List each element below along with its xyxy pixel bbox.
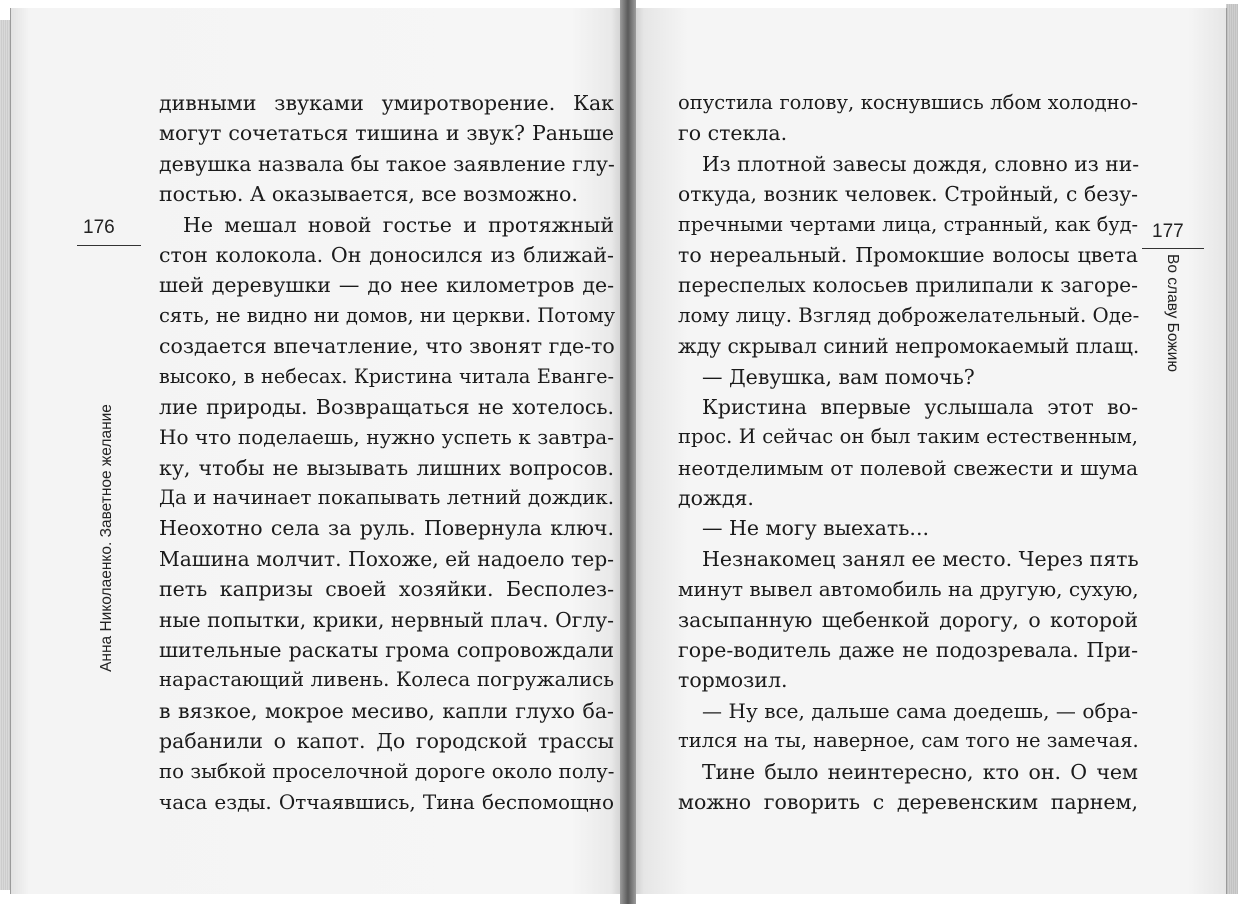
text-line: засыпанную щебенкой дорогу, о которой — [678, 607, 1138, 632]
text-line: Тине было неинтересно, кто он. О чем — [702, 759, 1138, 784]
text-line: девушка назвала бы такое заявление глу- — [159, 151, 615, 176]
text-line: могут сочетаться тишина и звук? Раньше — [159, 121, 614, 146]
text-line: ные попытки, крики, нервный плач. Оглу- — [159, 607, 614, 632]
text-line: стон колокола. Он доносился из ближай- — [159, 242, 614, 267]
text-line: опустила голову, коснувшись лбом холодно- — [678, 91, 1138, 114]
header-rule-left — [77, 245, 141, 246]
text-line: Незнакомец занял ее место. Через пять — [702, 546, 1139, 571]
text-line: петь капризы своей хозяйки. Бесполез- — [159, 577, 614, 602]
text-line: Из плотной завесы дождя, словно из ни- — [702, 151, 1140, 176]
text-line: — Не могу выехать... — [702, 516, 929, 541]
text-line: рабанили о капот. До городской трассы — [159, 729, 614, 754]
text-line: Неохотно села за руль. Повернула ключ. — [159, 516, 614, 541]
text-line: Кристина впервые услышала этот во- — [702, 394, 1138, 419]
text-line: часа езды. Отчаявшись, Тина беспомощно — [159, 789, 614, 814]
text-line: пречными чертами лица, странный, как буд- — [678, 212, 1138, 236]
text-line: тормозил. — [678, 668, 788, 693]
page-number-right: 177 — [1152, 221, 1184, 242]
right-page-edges — [1226, 4, 1238, 894]
running-head-left: Анна Николаенко. Заветное желание — [98, 404, 115, 672]
text-line: Но что поделаешь, нужно успеть к завтра- — [159, 425, 614, 450]
text-line: неотделимым от полевой свежести и шума — [678, 455, 1138, 480]
running-head-right: Во славу Божию — [1164, 254, 1181, 372]
text-line: можно говорить с деревенским парнем, — [678, 789, 1138, 814]
text-line: лому лицу. Взгляд доброжелательный. Оде- — [678, 303, 1140, 327]
text-line: лие природы. Возвращаться не хотелось. — [159, 394, 614, 419]
text-line: постью. А оказывается, все возможно. — [159, 182, 578, 207]
text-line: жду скрывал синий непромокаемый плащ. — [678, 334, 1140, 359]
left-page-body — [159, 88, 614, 817]
text-line: переспелых колосьев прилипали к загоре- — [678, 273, 1138, 298]
text-line: тился на ты, наверное, сам того не замечая. — [678, 729, 1139, 753]
text-line: Не мешал новой гостье и протяжный — [183, 212, 614, 237]
text-line: дождя. — [678, 486, 754, 511]
text-line: дивными звуками умиротворение. Как — [159, 91, 614, 115]
right-page-body — [678, 88, 1138, 817]
text-line: Машина молчит. Похоже, ей надоело тер- — [159, 546, 614, 571]
text-line: минут вывел автомобиль на другую, сухую, — [678, 577, 1139, 602]
text-line: по зыбкой проселочной дороге около полу- — [159, 759, 615, 783]
text-line: — Ну все, дальше сама доедешь, — обра- — [702, 698, 1138, 723]
text-line: горе-водитель даже не подозревала. При- — [678, 638, 1138, 663]
text-line: то нереальный. Промокшие волосы цвета — [678, 242, 1138, 267]
text-line: в вязкое, мокрое месиво, капли глухо ба- — [159, 698, 614, 723]
header-rule-right — [1142, 248, 1204, 249]
text-line: прос. И сейчас он был таким естественным, — [678, 425, 1138, 449]
text-line: — Девушка, вам помочь? — [702, 364, 975, 389]
text-line: ку, чтобы не вызывать лишних вопросов. — [159, 455, 614, 480]
left-page-edges — [0, 20, 10, 890]
text-line: создается впечатление, что звонят где-то — [159, 334, 615, 359]
text-line: высоко, в небесах. Кристина читала Еванге- — [159, 364, 614, 388]
page-number-left: 176 — [83, 217, 115, 238]
right-page — [628, 8, 1227, 894]
book-gutter — [620, 0, 636, 904]
text-line: го стекла. — [678, 121, 788, 146]
left-page — [10, 8, 627, 894]
text-line: откуда, возник человек. Стройный, с безу- — [678, 182, 1138, 207]
text-line: Да и начинает покапывать летний дождик. — [159, 486, 614, 510]
text-line: сять, не видно ни домов, ни церкви. Потому — [159, 303, 616, 327]
text-line: нарастающий ливень. Колеса погружались — [159, 668, 614, 692]
text-line: шительные раскаты грома сопровождали — [159, 638, 614, 663]
text-line: шей деревушки — до нее километров де- — [159, 273, 614, 298]
